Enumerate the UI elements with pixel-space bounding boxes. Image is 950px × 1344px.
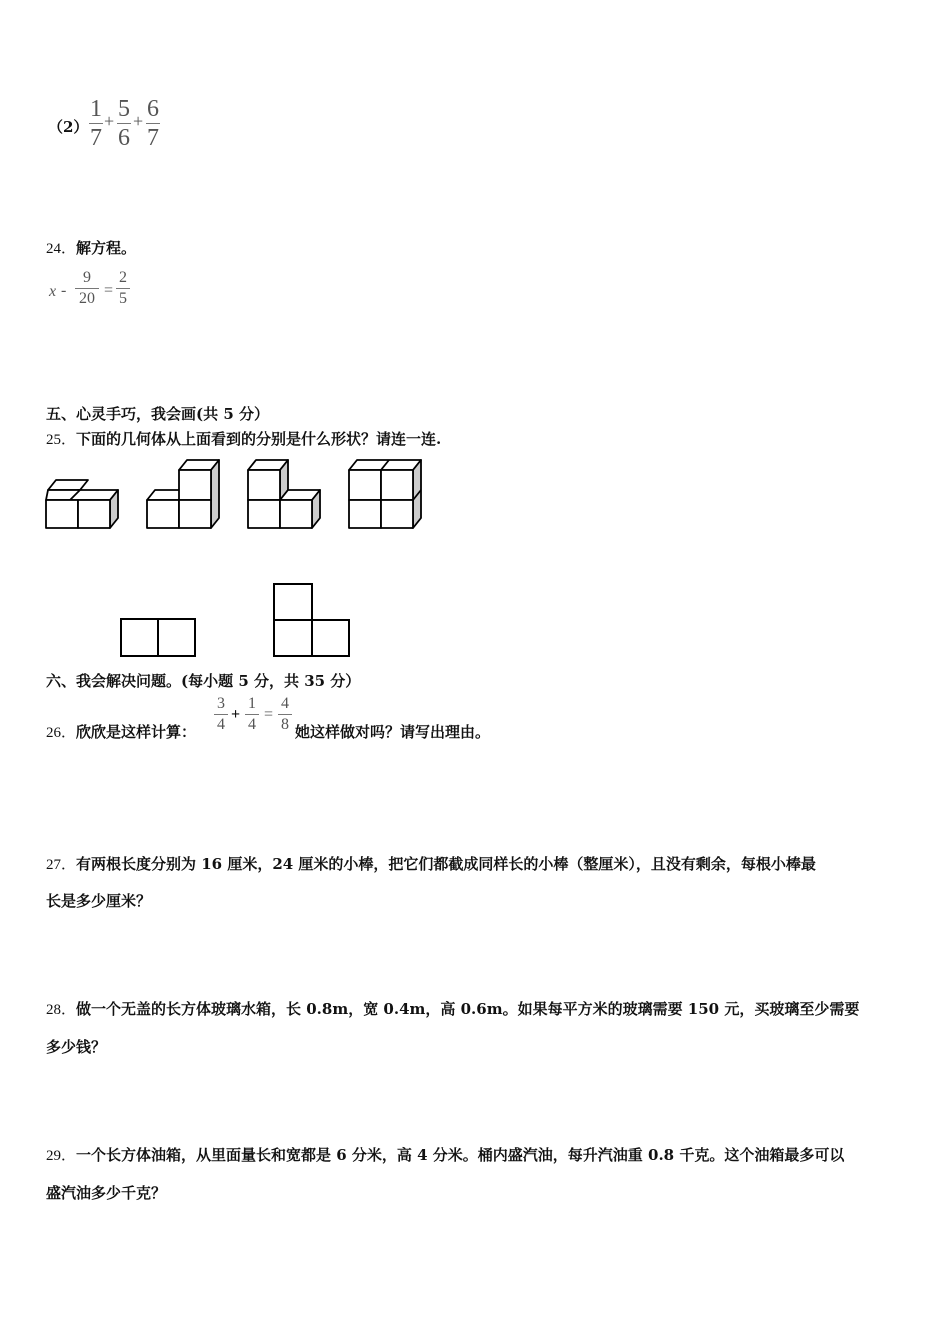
question-text: 欣欣是这样计算： (76, 723, 197, 741)
cube-figure-1 (40, 474, 125, 534)
numerator: 4 (281, 695, 289, 712)
fraction-bar (116, 288, 130, 289)
q24-variable-x: x (49, 283, 57, 300)
q24-minus: - (61, 282, 67, 299)
numerator: 5 (118, 96, 130, 122)
numerator: 6 (147, 96, 159, 122)
denominator: 4 (217, 716, 225, 733)
numerator: 1 (90, 96, 102, 122)
question-text: 下面的几何体从上面看到的分别是什么形状？请连一连. (76, 430, 442, 448)
fraction-bar (75, 288, 99, 289)
q26-equals: = (264, 706, 274, 723)
q23-fraction-2 (117, 97, 131, 150)
q23-plus-2: + (133, 111, 144, 131)
q28-line-2: 多少钱？ (46, 1038, 107, 1056)
q25-question (46, 428, 441, 449)
denominator: 7 (90, 125, 102, 151)
fraction-bar (146, 123, 160, 124)
question-number: 25． (46, 432, 77, 448)
q27-line-2: 长是多少厘米？ (46, 892, 152, 910)
q24-fraction-1 (75, 270, 99, 307)
cube-figure-2 (141, 454, 226, 534)
q23-part2-label: （2） (48, 118, 89, 136)
q27-line-1 (46, 853, 816, 874)
numerator: 9 (83, 269, 91, 286)
numerator: 3 (217, 695, 225, 712)
numerator: 2 (119, 269, 127, 286)
denominator: 6 (118, 125, 130, 151)
cube-figure-4 (343, 454, 428, 534)
question-number: 27． (46, 857, 77, 873)
question-text: 有两根长度分别为 16 厘米，24 厘米的小棒，把它们都截成同样长的小棒（整厘米），且没有剩余，每根小棒最 (76, 855, 816, 873)
question-text: 一个长方体油箱，从里面量长和宽都是 6 分米，高 4 分米。桶内盛汽油，每升汽油重 0.8 千克。这个油箱最多可以 (76, 1146, 845, 1164)
section-5-title: 五、心灵手巧，我会画(共 5 分） (46, 405, 269, 423)
numerator: 1 (248, 695, 256, 712)
fraction-bar (214, 714, 228, 715)
fraction-bar (245, 714, 259, 715)
question-number: 24． (46, 241, 77, 257)
denominator: 4 (248, 716, 256, 733)
q24-equals: = (104, 282, 114, 299)
q26-question-start (46, 721, 196, 742)
fraction-bar (278, 714, 292, 715)
question-text: 解方程。 (76, 239, 137, 257)
q23-fraction-1 (89, 97, 103, 150)
q29-line-1 (46, 1144, 844, 1165)
q24-fraction-2 (116, 270, 130, 307)
top-view-two-squares (120, 618, 200, 658)
denominator: 20 (79, 290, 95, 307)
q26-question-end: 她这样做对吗？请写出理由。 (295, 723, 491, 741)
top-view-l-shape (273, 583, 353, 659)
q28-line-1 (46, 998, 859, 1019)
q23-plus-1: + (104, 111, 115, 131)
q26-fraction-2 (245, 696, 259, 733)
fraction-bar (89, 123, 103, 124)
q26-plus: + (231, 706, 241, 723)
question-number: 26． (46, 725, 77, 741)
section-6-title: 六、我会解决问题。(每小题 5 分，共 35 分） (46, 672, 361, 690)
q26-fraction-3 (278, 696, 292, 733)
q29-line-2: 盛汽油多少千克？ (46, 1184, 167, 1202)
denominator: 7 (147, 125, 159, 151)
question-number: 29． (46, 1148, 77, 1164)
q26-fraction-1 (214, 696, 228, 733)
cube-figure-3 (242, 454, 327, 534)
q23-fraction-3 (146, 97, 160, 150)
fraction-bar (117, 123, 131, 124)
question-number: 28． (46, 1002, 77, 1018)
question-text: 做一个无盖的长方体玻璃水箱，长 0.8m，宽 0.4m，高 0.6m。如果每平方米的玻璃需要 150 元，买玻璃至少需要 (76, 1000, 860, 1018)
q24-question (46, 237, 136, 258)
denominator: 5 (119, 290, 127, 307)
denominator: 8 (281, 716, 289, 733)
